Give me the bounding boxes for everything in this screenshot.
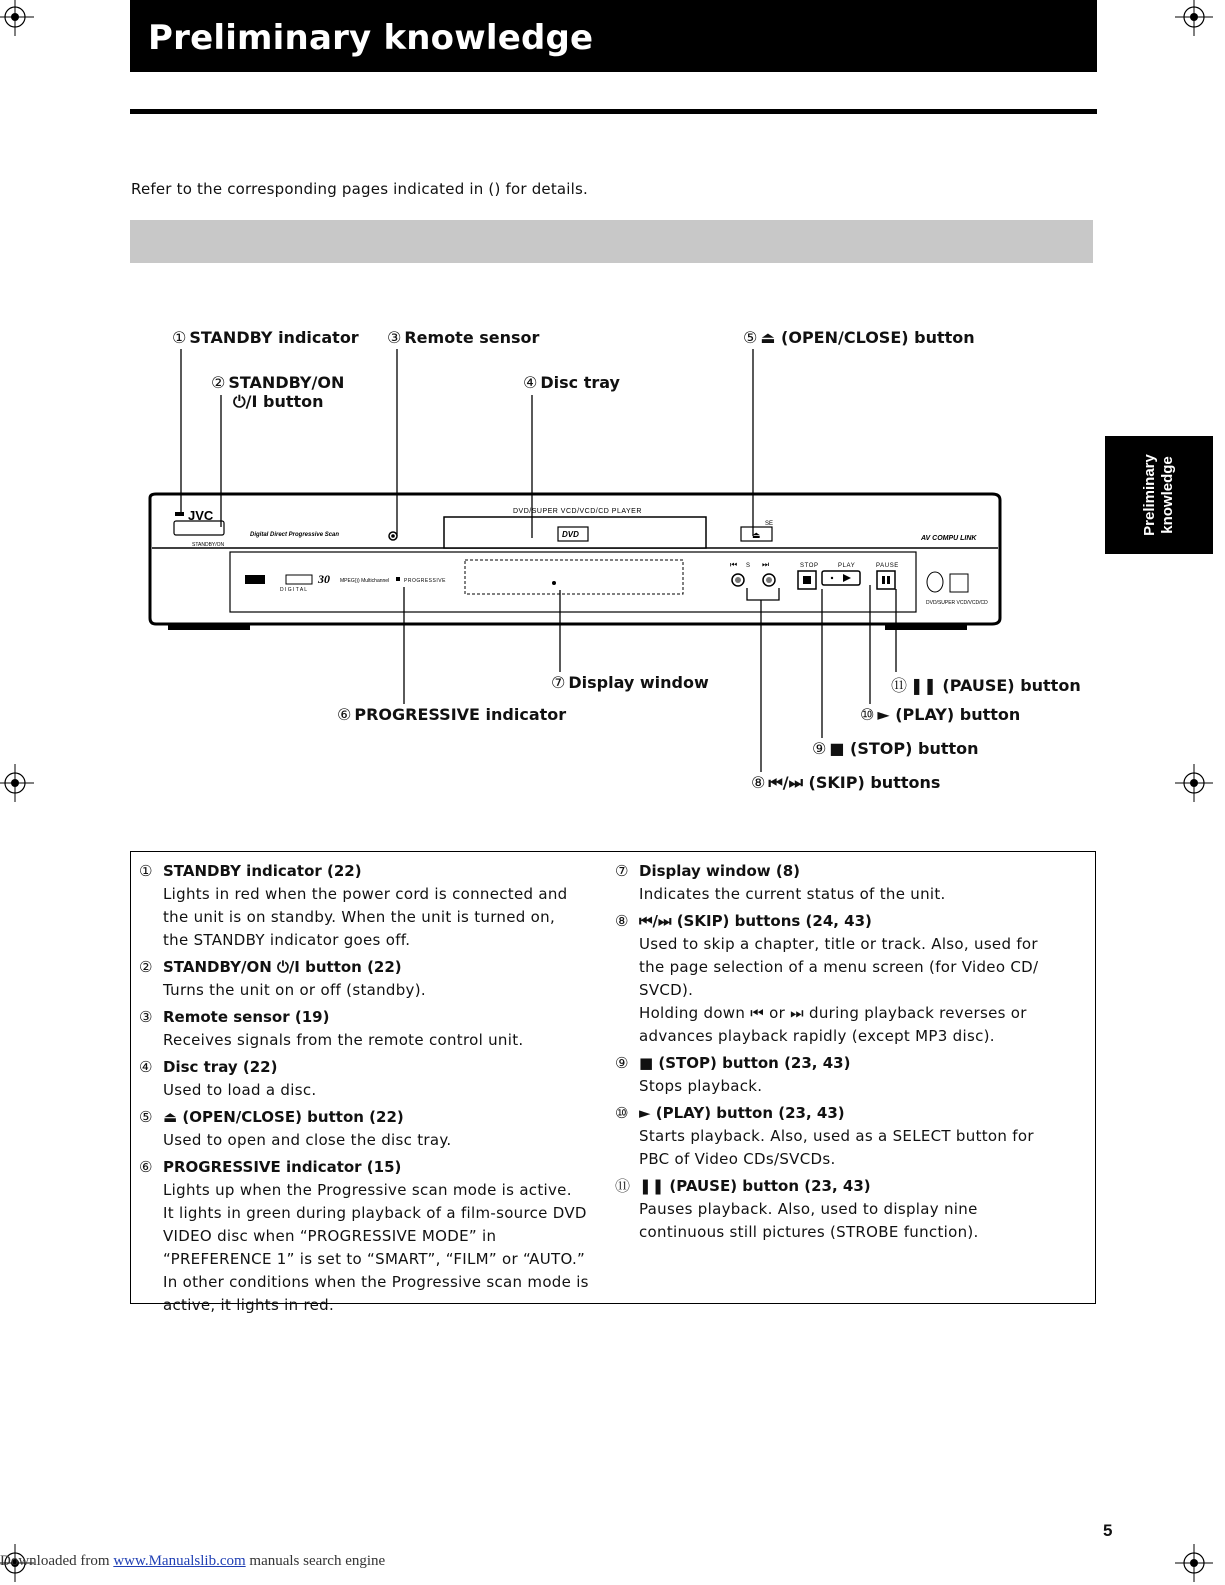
disc-logos-label: DVD/SUPER VCD/VCD/CD <box>926 600 988 606</box>
dvd-logo: DVD <box>562 530 579 539</box>
play-label: PLAY <box>838 563 856 569</box>
callout-play-button: ⑩ ► (PLAY) button <box>860 705 1021 724</box>
descriptions-box <box>130 851 1096 1314</box>
callout-remote-sensor: ③ Remote sensor <box>387 328 540 347</box>
description-item: ⑥ PROGRESSIVE indicator (15) Lights up when the Progressive scan mode is active. It lights in green during playback of a film-source DVD VIDEO disc when “PROGRESSIVE MODE” in “PREFERENCE 1” is set to “SMART”, “FILM” or “AUTO.” In other conditions when the Progressive scan mode is active, it lights in red. <box>139 1158 589 1314</box>
descriptions-left-column <box>139 860 609 1321</box>
pause-label: PAUSE <box>876 563 899 569</box>
skip-forward-icon: ⏭ <box>762 560 770 569</box>
registration-mark-icon <box>1175 1544 1213 1582</box>
description-item: ④ Disc tray (22) Used to load a disc. <box>139 1058 317 1099</box>
description-item: ⑪ ❚❚ (PAUSE) button (23, 43) Pauses playback. Also, used to display nine continuous still pictures (STROBE function). <box>615 1177 979 1241</box>
dts-logo: 30 <box>318 572 330 586</box>
footer-prefix: Downloaded from <box>0 1553 114 1569</box>
skip-label: S <box>746 563 751 569</box>
progressive-label: PROGRESSIVE <box>404 578 446 584</box>
se-label: SE <box>765 521 774 527</box>
callout-stop-button: ⑨ ■ (STOP) button <box>812 739 979 758</box>
descriptions-right-column <box>615 860 1085 1248</box>
callout-skip-buttons: ⑧ ⏮/⏭ (SKIP) buttons <box>751 773 941 792</box>
manualslib-link[interactable]: www.Manualslib.com <box>113 1553 246 1569</box>
footer-suffix: manuals search engine <box>245 1553 386 1569</box>
callout-standby-on-button-line2: ⏻/I button <box>233 392 324 411</box>
footer <box>0 1553 385 1570</box>
description-item: ① STANDBY indicator (22) Lights in red when the power cord is connected and the unit is on standby. When the unit is turned on, the STANDBY indicator goes off. <box>139 862 568 949</box>
description-item: ⑦ Display window (8) Indicates the current status of the unit. <box>615 862 946 903</box>
description-item: ② STANDBY/ON ⏻/I button (22) Turns the unit on or off (standby). <box>139 958 426 999</box>
page-title: Preliminary knowledge <box>148 18 594 58</box>
side-tab-line1: Preliminary <box>1141 454 1158 536</box>
page-number: 5 <box>1103 1521 1113 1540</box>
compu-link-logo: AV COMPU LINK <box>921 535 977 542</box>
standby-label: STANDBY/ON <box>192 542 225 548</box>
side-tab-line2: knowledge <box>1159 456 1176 534</box>
callout-pause-button: ⑪ ❚❚ (PAUSE) button <box>891 676 1081 695</box>
feature-text: Digital Direct Progressive Scan <box>250 532 340 538</box>
stop-label: STOP <box>800 563 819 569</box>
callout-display-window: ⑦ Display window <box>551 673 709 692</box>
skip-back-icon: ⏮ <box>730 560 738 569</box>
model-line: DVD/SUPER VCD/VCD/CD PLAYER <box>513 508 642 515</box>
description-item: ③ Remote sensor (19) Receives signals from the remote control unit. <box>139 1008 524 1049</box>
callout-open-close-button: ⑤ ⏏ (OPEN/CLOSE) button <box>743 328 975 347</box>
description-item: ⑨ ■ (STOP) button (23, 43) Stops playback. <box>615 1054 851 1095</box>
description-item: ⑧ ⏮/⏭ (SKIP) buttons (24, 43) Used to skip a chapter, title or track. Also, used for the page selection of a menu screen (for Video CD/ SVCD). Holding down ⏮ or ⏭ during playback reverses or advances playback rapidly (except MP3 disc). <box>615 912 1039 1045</box>
mpeg-logo: MPEG))) Multichannel <box>340 578 390 584</box>
callout-standby-indicator: ① STANDBY indicator <box>172 328 359 347</box>
callout-disc-tray: ④ Disc tray <box>523 373 620 392</box>
description-item: ⑤ ⏏ (OPEN/CLOSE) button (22) Used to open and close the disc tray. <box>139 1108 452 1149</box>
callout-progressive-indicator: ⑥ PROGRESSIVE indicator <box>337 705 567 724</box>
callout-standby-on-button: ② STANDBY/ON <box>211 373 345 392</box>
dolby-digital-logo: D I G I T A L <box>280 587 308 593</box>
eject-icon: ⏏ <box>752 530 761 540</box>
intro-text: Refer to the corresponding pages indicated in () for details. <box>131 180 589 198</box>
brand-logo: JVC <box>188 508 214 523</box>
description-item: ⑩ ► (PLAY) button (23, 43) Starts playback. Also, used as a SELECT button for PBC of Video CDs/SVCDs. <box>615 1104 1034 1168</box>
